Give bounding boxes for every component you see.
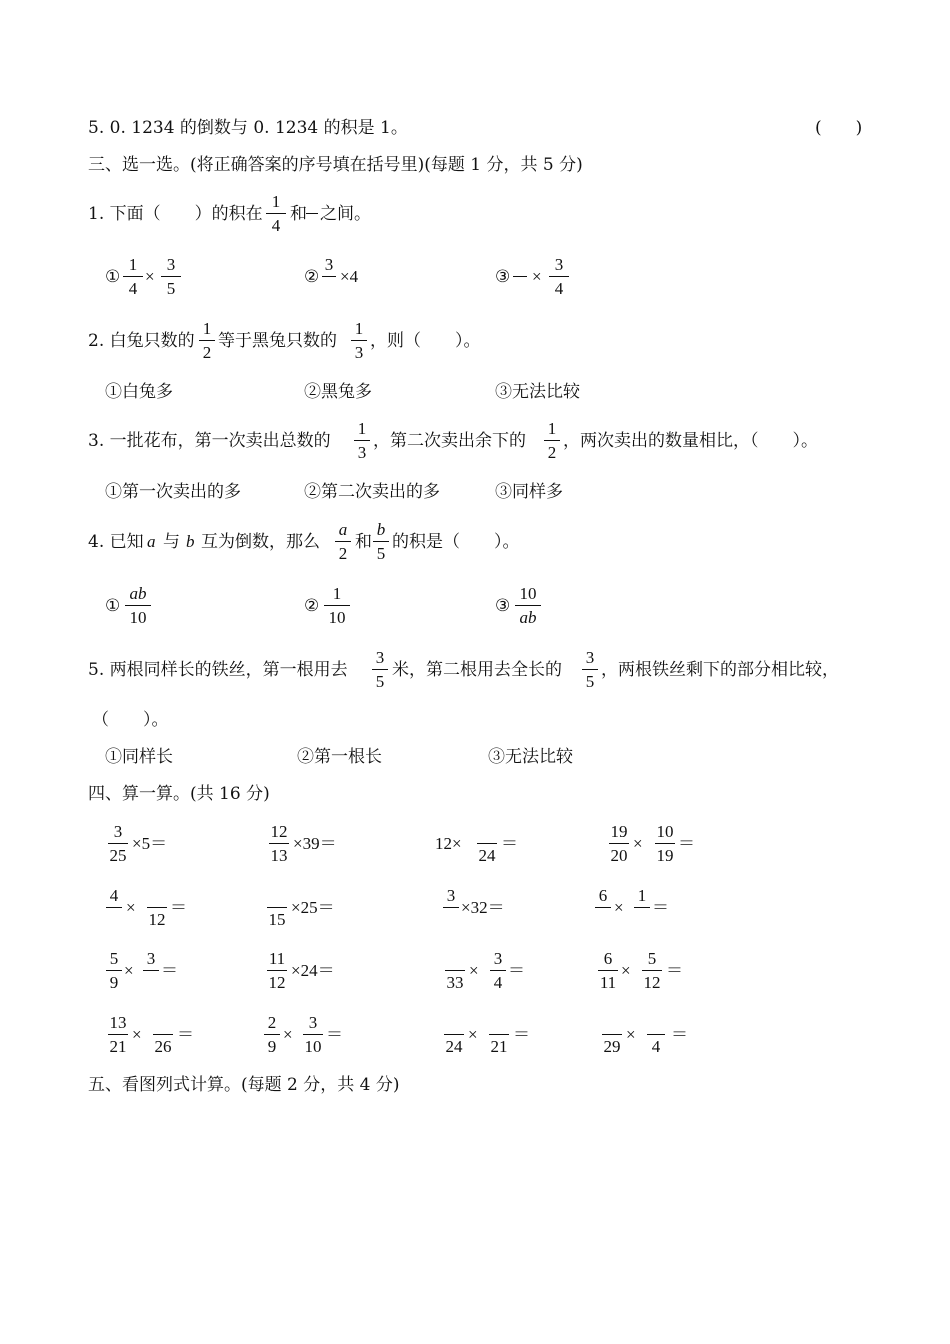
calc-r3c1-times: ×: [124, 961, 134, 980]
q1-option-c-fraction-2: 3 4: [547, 254, 571, 299]
calc-r4c2-rest: ＝: [326, 1025, 343, 1044]
q5-mid: 米，第二根用去全长的: [392, 660, 562, 680]
calc-r2c3-rest: ×32＝: [461, 898, 505, 917]
q4-var-a: a: [147, 532, 156, 551]
q2-mid: 等于黑兔只数的: [218, 331, 337, 351]
calc-r3c2-rest: ×24＝: [291, 961, 335, 980]
calc-r4c4-times: ×: [626, 1025, 636, 1044]
q3-option-b[interactable]: ②第二次卖出的多: [304, 482, 440, 502]
q1-option-a-fraction-2: 3 5: [159, 254, 183, 299]
calc-r3c2-fraction: 11 12: [268, 949, 286, 992]
calc-r1c4-rest: ＝: [678, 834, 695, 853]
calc-r1c2-rest: ×39＝: [293, 834, 337, 853]
q5-option-c[interactable]: ③无法比较: [488, 747, 573, 767]
q1-option-a-mark[interactable]: ①: [105, 267, 121, 287]
calc-r3c4-times: ×: [621, 961, 631, 980]
q1-fraction-1: 1 4: [264, 191, 288, 236]
calc-r2c1-fraction-1: 4: [104, 885, 124, 930]
q2-option-c[interactable]: ③无法比较: [495, 382, 580, 402]
q4-fraction-2: b 5: [371, 519, 391, 564]
q4-option-c-mark[interactable]: ③: [495, 596, 511, 616]
calc-r1c3-fraction: 24: [475, 821, 499, 866]
section5-title: 五、看图列式计算。(每题 2 分，共 4 分): [88, 1075, 400, 1095]
q4-option-b-fraction: 1 10: [322, 583, 352, 628]
calc-r4c1-fraction-1: 13 21: [109, 1013, 127, 1056]
q4-yu: 与: [163, 532, 180, 552]
q5-suffix: ，两根铁丝剩下的部分相比较，: [601, 660, 839, 680]
calc-r2c3-fraction: 3: [441, 885, 461, 930]
calc-r3c3-rest: ＝: [508, 961, 525, 980]
calc-r4c1-fraction-2: 26: [151, 1012, 175, 1057]
q4-option-a-mark[interactable]: ①: [105, 596, 121, 616]
calc-r3c1-fraction-2: 3: [141, 948, 161, 993]
calc-r2c2-rest: ×25＝: [291, 898, 335, 917]
q5-fraction-1: 3 5: [370, 647, 390, 692]
calc-r3c1-rest: ＝: [161, 961, 178, 980]
calc-r4c1-times: ×: [132, 1025, 142, 1044]
q3-suffix: ，两次卖出的数量相比，（ ）。: [563, 431, 818, 451]
calc-r2c2-fraction: 15: [265, 885, 289, 930]
calc-r1c2-fraction: 12 13: [270, 822, 288, 865]
q2-option-b[interactable]: ②黑兔多: [304, 382, 372, 402]
calc-r4c4-fraction-1: 29: [600, 1012, 624, 1057]
q1-option-b-fraction: 3: [320, 254, 338, 299]
calc-r1c1-rest: ×5＝: [132, 834, 168, 853]
q4-and: 和: [355, 532, 372, 552]
calc-r1c3-rest: ＝: [501, 834, 518, 853]
section4-title: 四、算一算。(共 16 分): [88, 784, 270, 804]
q3-mid: ，第二次卖出余下的: [373, 431, 526, 451]
calc-r3c3-times: ×: [469, 961, 479, 980]
q3-fraction-2: 1 2: [542, 418, 562, 463]
calc-r3c4-fraction-1: 6 11: [599, 949, 617, 992]
calc-r1c4-fraction-2: 10 19: [656, 822, 674, 865]
calc-r1c3-pre: 12×: [435, 834, 462, 853]
calc-r4c4-rest: ＝: [671, 1025, 688, 1044]
calc-r4c2-fraction-2: 3 10: [304, 1013, 322, 1056]
q1-and: 和: [290, 204, 307, 224]
calc-r4c3-fraction-2: 21: [487, 1012, 511, 1057]
calc-r3c4-fraction-2: 5 12: [643, 949, 661, 992]
calc-r4c3-rest: ＝: [513, 1025, 530, 1044]
section3-title: 三、选一选。(将正确答案的序号填在括号里)(每题 1 分，共 5 分): [88, 155, 583, 175]
q5-option-a[interactable]: ①同样长: [105, 747, 173, 767]
calc-r3c1-fraction-1: 5 9: [104, 948, 124, 993]
q4-var-b: b: [186, 532, 195, 551]
calc-r3c4-rest: ＝: [666, 961, 683, 980]
calc-r2c4-rest: ＝: [652, 898, 669, 917]
calc-r2c1-rest: ＝: [170, 898, 187, 917]
q5-option-b[interactable]: ②第一根长: [297, 747, 382, 767]
calc-r1c4-times: ×: [633, 834, 643, 853]
q1-option-c-fraction-1: [511, 254, 529, 299]
calc-r4c3-times: ×: [468, 1025, 478, 1044]
q3-option-c[interactable]: ③同样多: [495, 482, 563, 502]
calc-r4c2-fraction-1: 2 9: [262, 1012, 282, 1057]
q4-prefix: 4. 已知: [88, 532, 144, 552]
q5-answer-bracket[interactable]: （ ）。: [92, 710, 169, 730]
q4-option-c-fraction: 10 ab: [513, 583, 543, 628]
q1-option-c-times: ×: [532, 267, 542, 286]
q2-suffix: ，则（ ）。: [370, 331, 481, 351]
calc-r4c4-fraction-2: 4: [645, 1012, 667, 1057]
q1-fraction-2: [304, 191, 320, 236]
judge-q5-text: 5. 0. 1234 的倒数与 0. 1234 的积是 1。: [88, 118, 408, 138]
calc-r4c2-times: ×: [283, 1025, 293, 1044]
calc-r2c1-fraction-2: 12: [145, 885, 169, 930]
calc-r2c1-times: ×: [126, 898, 136, 917]
calc-r3c3-fraction-2: 3 4: [488, 948, 508, 993]
q3-fraction-1: 1 3: [352, 418, 372, 463]
calc-r2c4-fraction-2: 1: [632, 885, 652, 930]
q1-option-b-mark[interactable]: ②: [304, 267, 320, 287]
calc-r1c1-fraction: 3 25: [109, 822, 127, 865]
q2-fraction-2: 1 3: [349, 318, 369, 363]
q1-option-b-rest: ×4: [340, 267, 359, 286]
q1-option-c-mark[interactable]: ③: [495, 267, 511, 287]
calc-r4c3-fraction-1: 24: [442, 1012, 466, 1057]
q4-option-a-fraction: ab 10: [123, 583, 153, 628]
q4-fraction-1: a 2: [333, 519, 353, 564]
judge-q5-answer-bracket[interactable]: ( ): [815, 118, 863, 138]
calc-r3c3-fraction-1: 33: [443, 948, 467, 993]
q5-prefix: 5. 两根同样长的铁丝，第一根用去: [88, 660, 348, 680]
q4-mid: 互为倒数，那么: [201, 532, 320, 552]
q1-prefix: 1. 下面（ ）的积在: [88, 204, 263, 224]
q1-suffix: 之间。: [320, 204, 371, 224]
q1-option-a-fraction-1: 1 4: [121, 254, 145, 299]
q5-fraction-2: 3 5: [580, 647, 600, 692]
q2-fraction-1: 1 2: [197, 318, 217, 363]
calc-r2c4-fraction-1: 6: [593, 885, 613, 930]
q4-suffix: 的积是（ ）。: [392, 532, 520, 552]
q4-option-b-mark[interactable]: ②: [304, 596, 320, 616]
q1-option-a-times: ×: [145, 267, 155, 286]
q3-option-a[interactable]: ①第一次卖出的多: [105, 482, 241, 502]
calc-r2c4-times: ×: [614, 898, 624, 917]
q2-prefix: 2. 白兔只数的: [88, 331, 195, 351]
q3-prefix: 3. 一批花布，第一次卖出总数的: [88, 431, 331, 451]
calc-r4c1-rest: ＝: [177, 1025, 194, 1044]
calc-r1c4-fraction-1: 19 20: [610, 822, 628, 865]
q2-option-a[interactable]: ①白兔多: [105, 382, 173, 402]
